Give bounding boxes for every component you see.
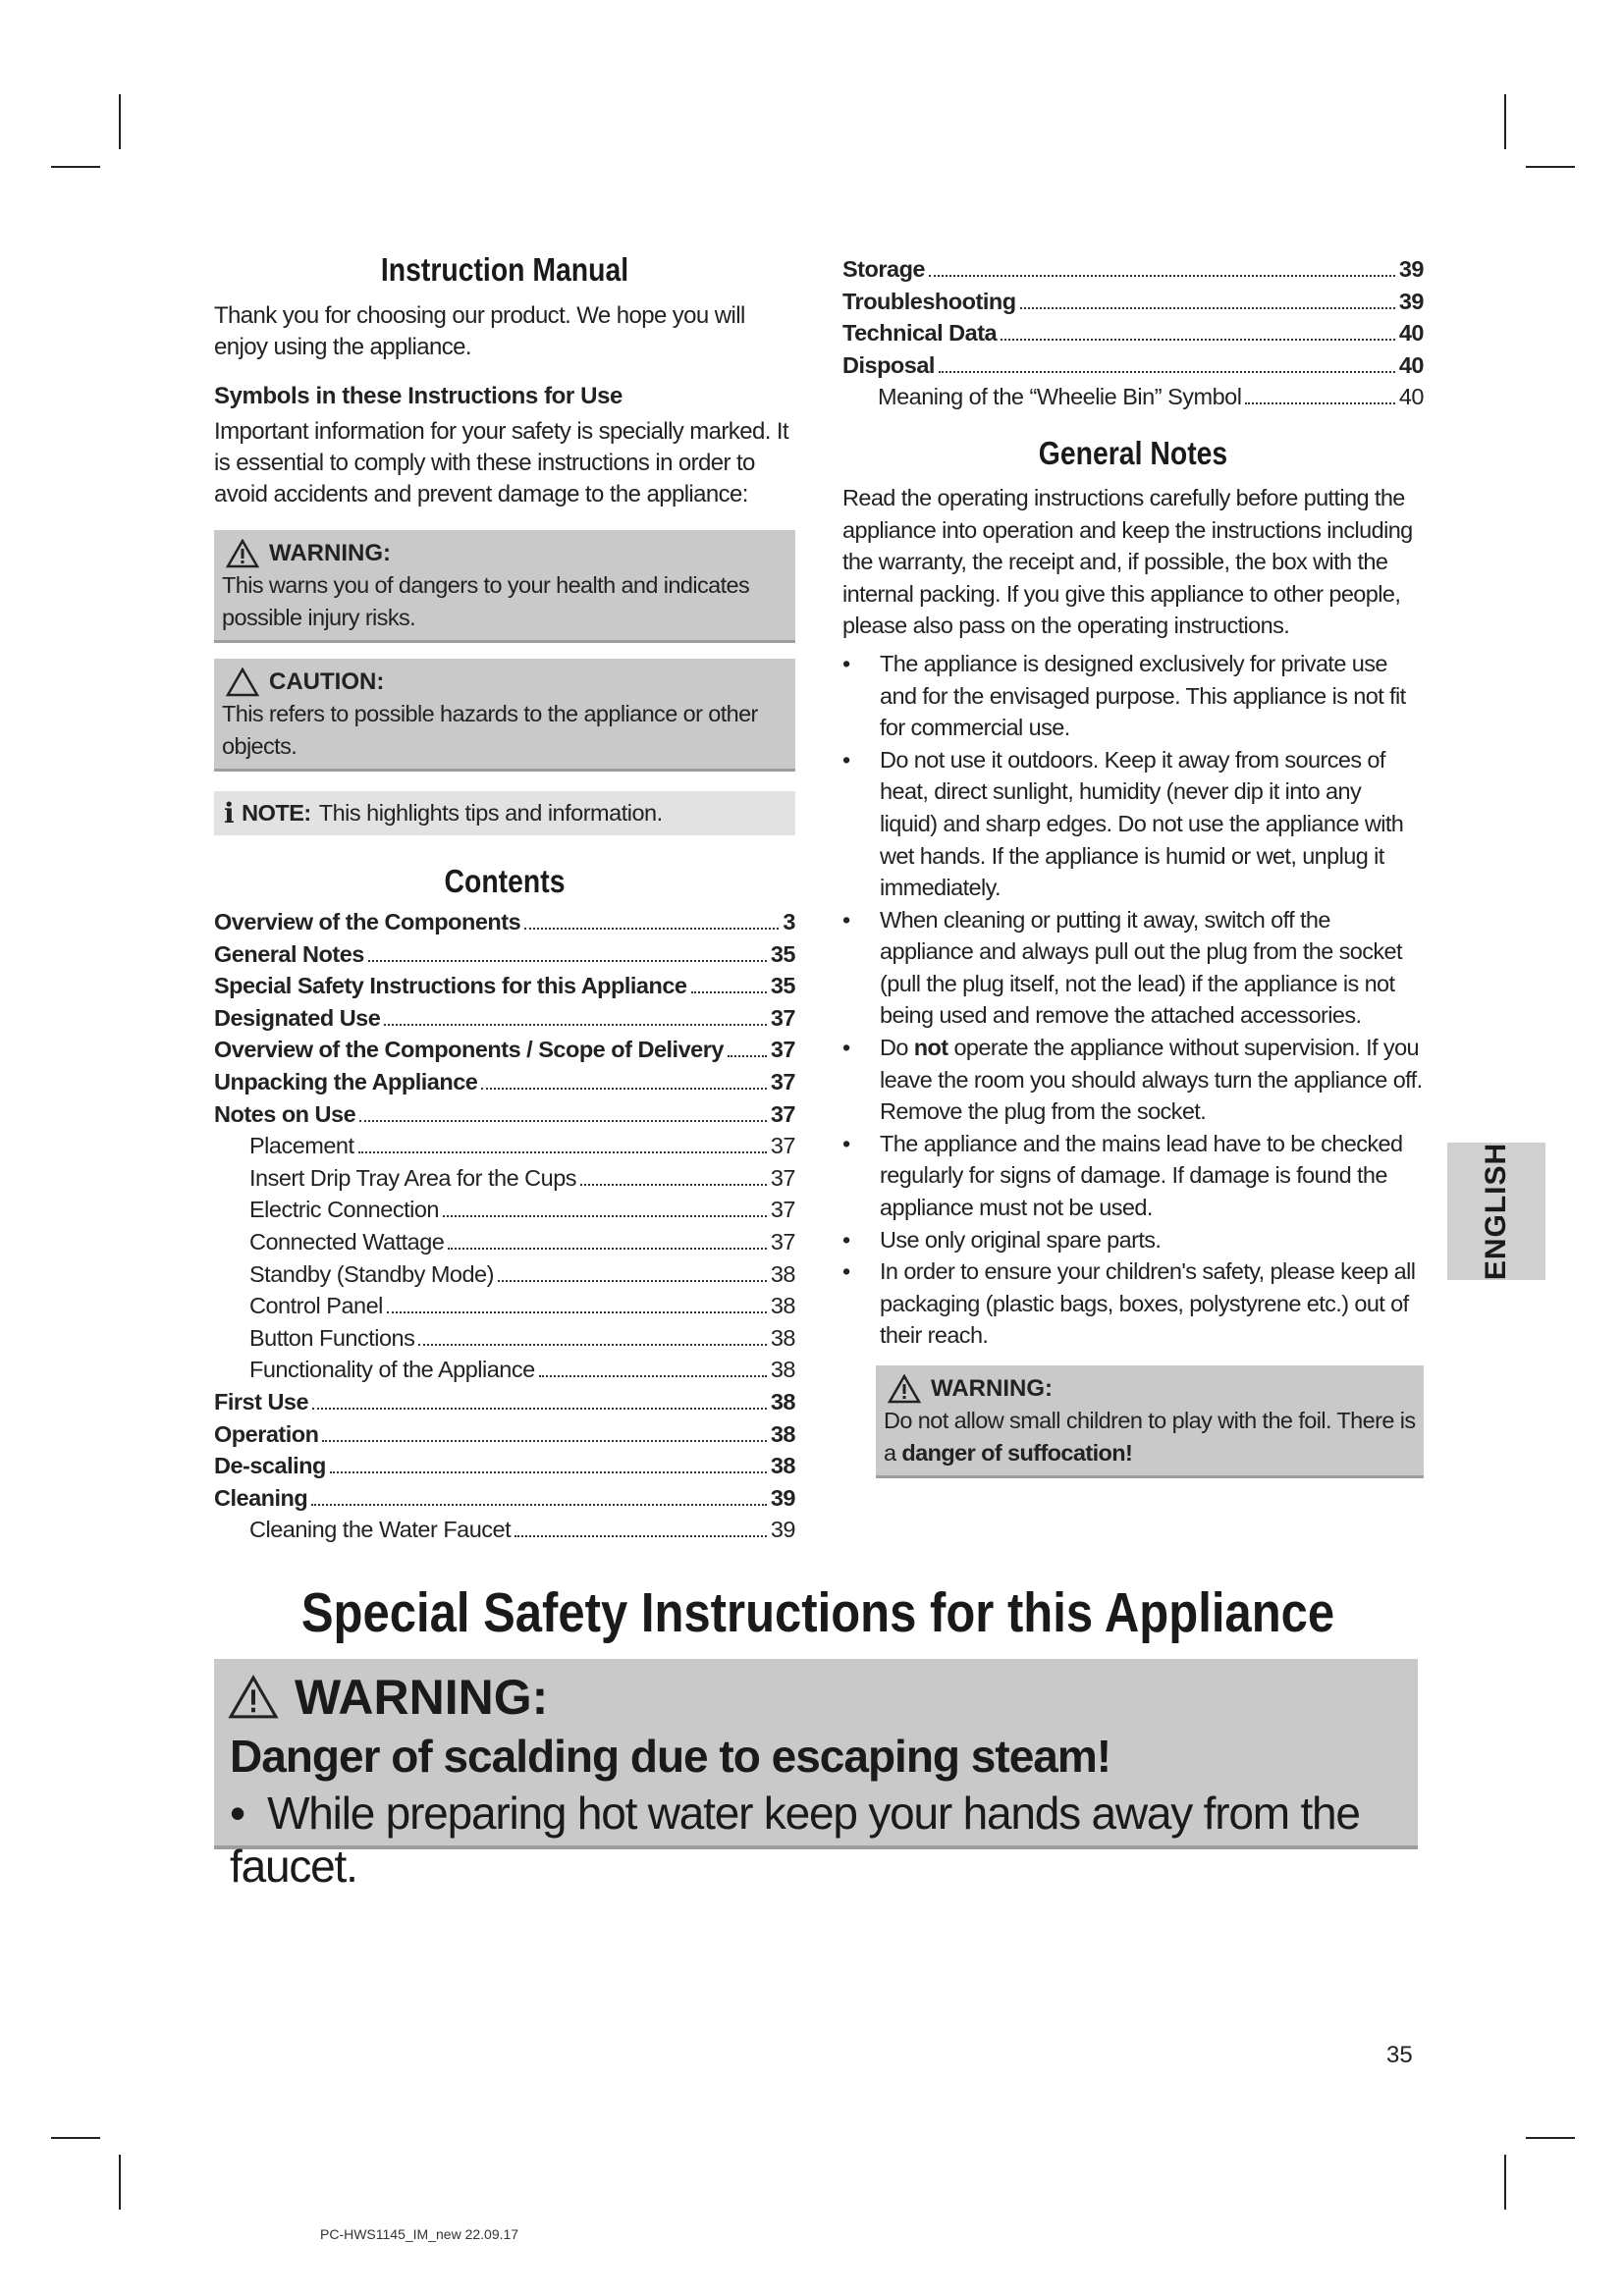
- toc-entry: [214, 1034, 795, 1066]
- toc-entry-page: 39: [1398, 288, 1424, 314]
- general-note-item: • When cleaning or putting it away, switch off the appliance and always pull out the plug from the socket (pull the plug itself, not the lead) if the appliance is not being used and remove the attached accessories.: [842, 904, 1424, 1032]
- toc-leader-dots: [358, 1151, 767, 1153]
- general-note-item: • Do not use it outdoors. Keep it away from sources of heat, direct sunlight, humidity (never dip it into any liquid) and sharp edges. Do not use the appliance with wet hands. If the appliance is humid or wet, unplug it immediately.: [842, 744, 1424, 904]
- toc-entry-page: 40: [1398, 320, 1424, 347]
- toc-entry-label: Connected Wattage: [249, 1228, 445, 1255]
- toc-entry-label: Electric Connection: [249, 1197, 439, 1223]
- toc-entry-page: 37: [770, 1100, 795, 1127]
- toc-entry-label: Functionality of the Appliance: [249, 1357, 535, 1383]
- toc-entry-page: 37: [770, 1068, 795, 1095]
- crop-mark: [1504, 2155, 1506, 2210]
- toc-entry-page: 37: [770, 1164, 795, 1191]
- toc-entry: [842, 381, 1424, 413]
- crop-mark: [51, 2137, 100, 2139]
- toc-leader-dots: [580, 1184, 767, 1186]
- scalding-instruction: [230, 1787, 1418, 1893]
- symbols-text: Important information for your safety is specially marked. It is essential to comply with these instructions in order to avoid accidents and prevent damage to the appliance:: [214, 418, 788, 507]
- contents-list: [214, 906, 795, 1546]
- toc-entry: [842, 317, 1424, 349]
- toc-entry: [214, 1322, 795, 1355]
- scalding-danger-text: Danger of scalding due to escaping steam!: [230, 1731, 1111, 1782]
- crop-mark: [1526, 2137, 1575, 2139]
- toc-entry: [842, 286, 1424, 318]
- toc-leader-dots: [448, 1248, 767, 1250]
- toc-entry-label: Meaning of the “Wheelie Bin” Symbol: [878, 384, 1242, 410]
- toc-entry-label: Placement: [249, 1133, 354, 1159]
- toc-entry: [214, 1226, 795, 1258]
- toc-entry-label: Overview of the Components / Scope of Delivery: [214, 1037, 724, 1063]
- foil-warning-emphasis: danger of suffocation!: [901, 1440, 1133, 1466]
- general-note-item: • In order to ensure your children's safety, please keep all packaging (plastic bags, boxes, polystyrene etc.) out of their reach.: [842, 1255, 1424, 1352]
- toc-entry-page: 3: [783, 909, 795, 934]
- toc-entry-page: 37: [770, 1197, 795, 1223]
- foil-warning-text: [884, 1405, 1416, 1469]
- toc-entry: [214, 1130, 795, 1162]
- caution-label: CAUTION:: [269, 668, 385, 695]
- general-note-item: [842, 1032, 1424, 1128]
- toc-leader-dots: [368, 960, 767, 962]
- special-safety-title: Special Safety Instructions for this Appliance: [300, 1581, 1335, 1644]
- toc-entry-page: 37: [770, 1004, 795, 1031]
- toc-leader-dots: [418, 1344, 767, 1346]
- toc-entry: [214, 1386, 795, 1418]
- toc-entry-page: 40: [1398, 351, 1424, 378]
- toc-entry: [214, 906, 795, 938]
- toc-entry: [214, 938, 795, 971]
- caution-box: [214, 659, 795, 772]
- note-text: This highlights tips and information.: [318, 800, 663, 826]
- toc-entry: [214, 1418, 795, 1451]
- instruction-manual-title: Instruction Manual: [380, 251, 629, 288]
- scalding-instruction-text: While preparing hot water keep your hands away from the faucet.: [230, 1788, 1360, 1892]
- toc-leader-dots: [929, 275, 1395, 277]
- general-note-item: • The appliance and the mains lead have to be checked regularly for signs of damage. If damage is found the appliance must not be used.: [842, 1128, 1424, 1224]
- toc-leader-dots: [387, 1311, 767, 1313]
- toc-entry-page: 38: [770, 1324, 795, 1351]
- toc-entry-page: 38: [770, 1293, 795, 1319]
- toc-entry: [214, 1514, 795, 1546]
- toc-entry: [214, 1002, 795, 1035]
- toc-entry-page: 38: [770, 1453, 795, 1479]
- foil-warning-label: WARNING:: [931, 1375, 1053, 1402]
- toc-entry: [214, 1258, 795, 1291]
- warning-triangle-icon: [888, 1374, 921, 1404]
- crop-mark: [1504, 94, 1506, 149]
- contents-list-continued: [842, 253, 1424, 413]
- toc-entry-page: 38: [770, 1260, 795, 1287]
- left-column: [214, 251, 795, 1546]
- general-note-item: • Use only original spare parts.: [842, 1224, 1424, 1256]
- toc-entry-label: Technical Data: [842, 320, 998, 347]
- toc-entry-label: First Use: [214, 1388, 309, 1415]
- warning-label: WARNING:: [269, 540, 391, 566]
- toc-leader-dots: [514, 1535, 767, 1537]
- bullet: •: [230, 1788, 268, 1839]
- note-box: [214, 791, 795, 835]
- toc-leader-dots: [728, 1055, 767, 1057]
- toc-entry-label: Overview of the Components: [214, 909, 521, 934]
- toc-leader-dots: [330, 1471, 767, 1473]
- language-tab: [1447, 1143, 1545, 1280]
- toc-entry: [214, 1482, 795, 1515]
- toc-entry-page: 39: [1398, 256, 1424, 282]
- toc-entry-page: 35: [770, 973, 795, 999]
- toc-entry: [214, 1066, 795, 1098]
- symbols-heading: Symbols in these Instructions for Use: [214, 383, 623, 409]
- general-note-text: not: [913, 1035, 948, 1061]
- toc-leader-dots: [443, 1215, 767, 1217]
- toc-entry: [214, 1194, 795, 1226]
- caution-triangle-icon: [226, 667, 259, 697]
- toc-entry-label: Cleaning the Water Faucet: [249, 1517, 512, 1543]
- toc-entry-label: Standby (Standby Mode): [249, 1260, 494, 1287]
- warning-box: [214, 530, 795, 643]
- right-column: [842, 253, 1424, 1478]
- toc-leader-dots: [539, 1375, 767, 1377]
- crop-mark: [1526, 166, 1575, 168]
- contents-title: Contents: [444, 863, 566, 899]
- toc-leader-dots: [524, 928, 779, 930]
- general-notes-title: General Notes: [1038, 434, 1228, 471]
- toc-leader-dots: [311, 1504, 767, 1506]
- toc-leader-dots: [359, 1120, 767, 1122]
- general-note-text: operate the appliance without supervision. If you leave the room you should always turn the appliance off. Remove the plug from the socket.: [880, 1035, 1423, 1125]
- toc-leader-dots: [1020, 307, 1395, 309]
- footer-file-info: PC-HWS1145_IM_new 22.09.17: [320, 2226, 519, 2242]
- warning-triangle-icon: [228, 1675, 279, 1720]
- toc-entry: [842, 253, 1424, 286]
- toc-entry: [214, 970, 795, 1002]
- toc-entry-page: 40: [1398, 384, 1424, 410]
- toc-entry-page: 38: [770, 1357, 795, 1383]
- toc-entry-page: 35: [770, 940, 795, 967]
- toc-entry-page: 37: [770, 1133, 795, 1159]
- toc-leader-dots: [312, 1408, 767, 1410]
- toc-leader-dots: [1245, 402, 1394, 404]
- toc-entry-page: 37: [770, 1228, 795, 1255]
- page-number: 35: [1386, 2042, 1413, 2068]
- toc-leader-dots: [384, 1024, 767, 1026]
- toc-entry: [214, 1162, 795, 1195]
- intro-text: Thank you for choosing our product. We hope you will enjoy using the appliance.: [214, 302, 745, 360]
- scalding-warning-label: WARNING:: [295, 1670, 549, 1725]
- toc-entry-page: 37: [770, 1037, 795, 1063]
- toc-leader-dots: [481, 1088, 766, 1090]
- note-label: NOTE:: [242, 800, 311, 826]
- toc-entry-label: Control Panel: [249, 1293, 383, 1319]
- toc-entry-page: 39: [770, 1517, 795, 1543]
- info-icon: i: [224, 797, 235, 829]
- toc-entry-label: Disposal: [842, 351, 935, 378]
- scalding-warning-box: [214, 1659, 1418, 1892]
- toc-entry-label: Insert Drip Tray Area for the Cups: [249, 1164, 577, 1191]
- general-note-item: • The appliance is designed exclusively for private use and for the envisaged purpose. This appliance is not fit for commercial use.: [842, 648, 1424, 744]
- warning-text: This warns you of dangers to your health and indicates possible injury risks.: [222, 572, 750, 630]
- warning-triangle-icon: [226, 539, 259, 568]
- general-notes-list: [842, 648, 1424, 1352]
- caution-text: This refers to possible hazards to the appliance or other objects.: [222, 701, 758, 759]
- toc-entry-label: Storage: [842, 256, 925, 282]
- toc-leader-dots: [498, 1280, 767, 1282]
- foil-warning-body: Do not allow small children to play with the foil. There is a: [884, 1408, 1416, 1466]
- toc-entry-label: Designated Use: [214, 1004, 381, 1031]
- toc-entry-label: Unpacking the Appliance: [214, 1068, 478, 1095]
- language-tab-label: ENGLISH: [1480, 1142, 1512, 1281]
- foil-warning-box: [876, 1365, 1424, 1478]
- crop-mark: [51, 166, 100, 168]
- toc-entry-label: Operation: [214, 1420, 319, 1447]
- toc-entry: [842, 349, 1424, 382]
- toc-entry: [214, 1290, 795, 1322]
- toc-entry-label: Cleaning: [214, 1484, 308, 1511]
- crop-mark: [119, 94, 121, 149]
- toc-entry: [214, 1450, 795, 1482]
- toc-entry-page: 38: [770, 1388, 795, 1415]
- toc-entry-label: Button Functions: [249, 1324, 415, 1351]
- toc-entry: [214, 1354, 795, 1386]
- general-notes-intro: Read the operating instructions carefully before putting the appliance into operation and keep the instructions including the warranty, the receipt and, if possible, the box with the internal packing. If you give this appliance to other people, please also pass on the operating instructions.: [842, 484, 1413, 639]
- toc-entry: [214, 1098, 795, 1131]
- toc-entry-label: Troubleshooting: [842, 288, 1016, 314]
- toc-entry-page: 38: [770, 1420, 795, 1447]
- toc-entry-label: De-scaling: [214, 1453, 326, 1479]
- toc-entry-label: Notes on Use: [214, 1100, 356, 1127]
- toc-leader-dots: [1001, 339, 1395, 341]
- toc-entry-label: Special Safety Instructions for this Appliance: [214, 973, 687, 999]
- crop-mark: [119, 2155, 121, 2210]
- toc-entry-page: 39: [770, 1484, 795, 1511]
- general-note-text: Do: [880, 1035, 914, 1061]
- toc-leader-dots: [691, 991, 767, 993]
- toc-entry-label: General Notes: [214, 940, 364, 967]
- toc-leader-dots: [939, 371, 1395, 373]
- toc-leader-dots: [322, 1440, 766, 1442]
